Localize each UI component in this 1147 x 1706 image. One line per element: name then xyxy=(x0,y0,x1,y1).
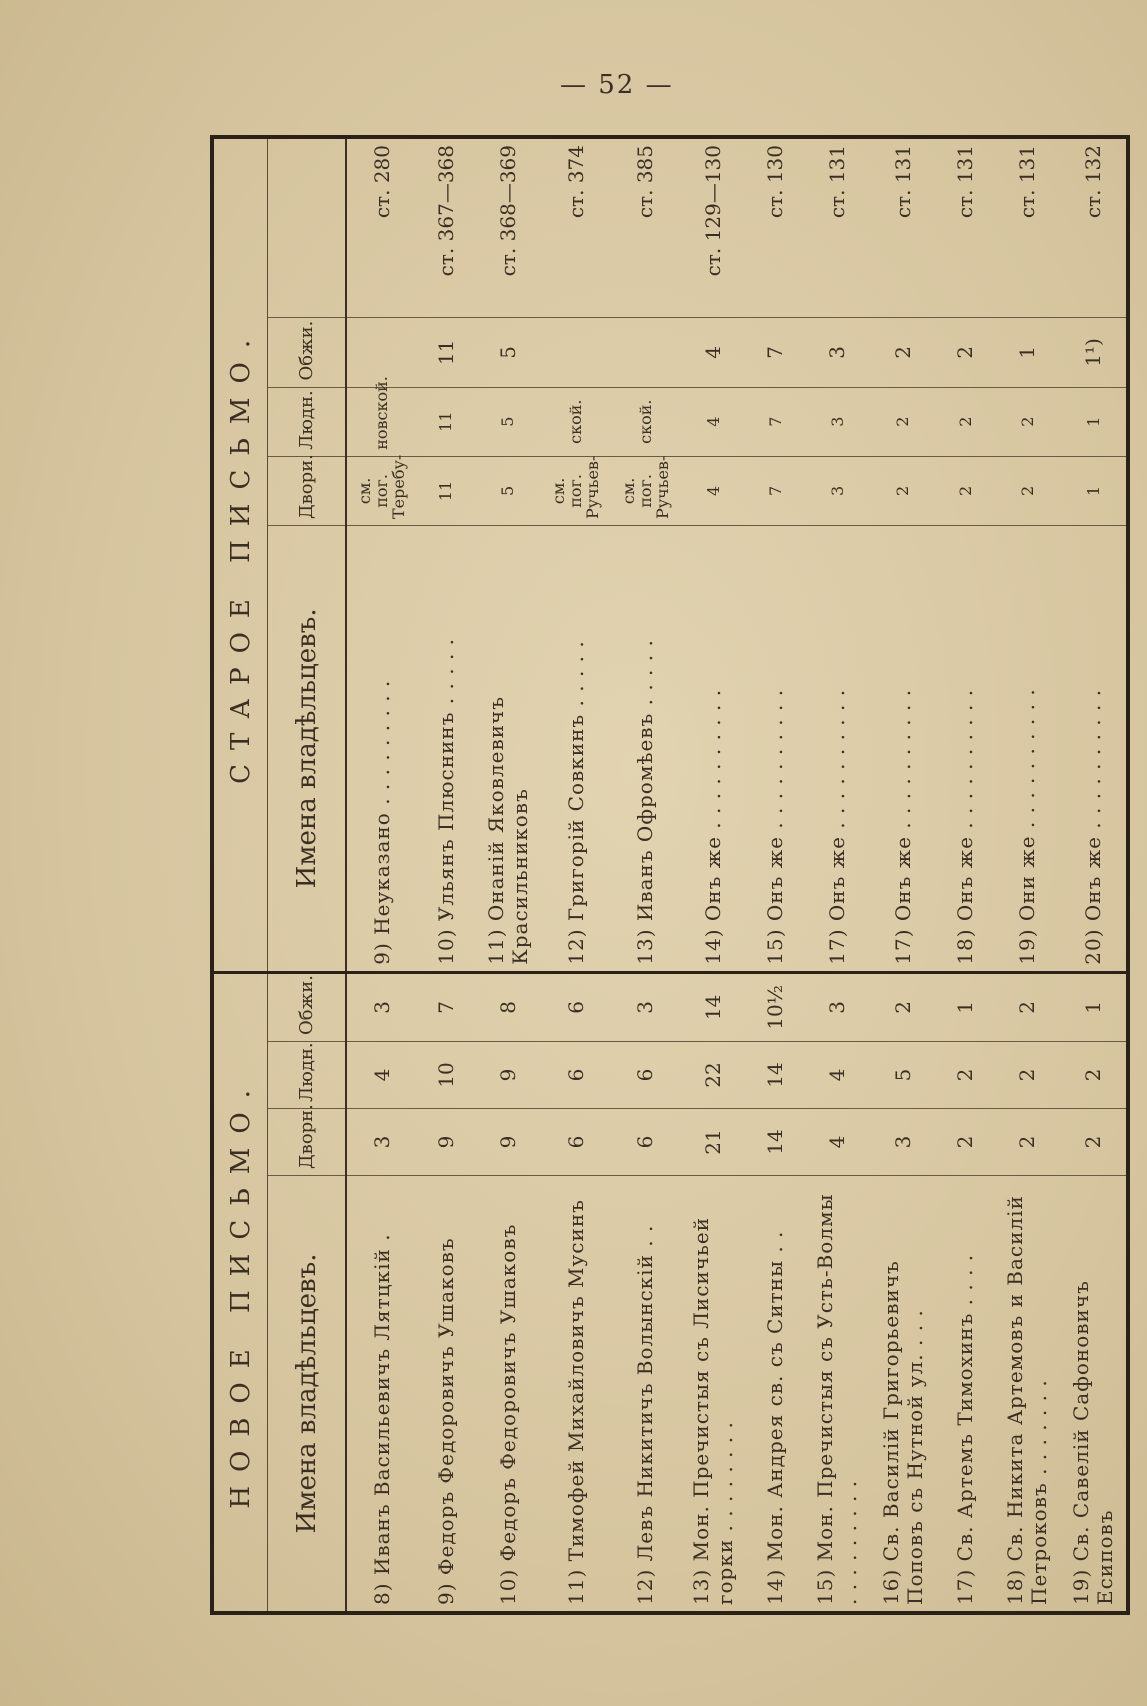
old-obzh-cell: 1¹) xyxy=(1060,318,1126,387)
new-obzh-cell: 8 xyxy=(475,972,541,1041)
old-dvor-cell: 11 xyxy=(417,456,475,525)
new-lyud-cell: 6 xyxy=(541,1041,611,1108)
old-lyud-cell: ской. xyxy=(541,387,611,456)
new-lyud-cell: 5 xyxy=(870,1041,936,1108)
new-lyud-cell: 22 xyxy=(680,1041,746,1108)
ref-cell: ст. 374 xyxy=(541,139,611,318)
old-dvor-cell: 2 xyxy=(994,456,1060,525)
new-dvor-cell: 4 xyxy=(804,1108,870,1175)
old-obzh-cell xyxy=(610,318,680,387)
table-body xyxy=(346,139,1126,1611)
table-row xyxy=(680,139,746,1611)
ref-cell: ст. 131 xyxy=(804,139,870,318)
ref-cell: ст. 385 xyxy=(610,139,680,318)
old-lyud-cell: 2 xyxy=(994,387,1060,456)
old-obzh-cell: 2 xyxy=(870,318,936,387)
old-obzh-cell: 7 xyxy=(746,318,804,387)
old-lyud-header: Людн. xyxy=(268,387,346,456)
new-name-cell: 12) Левъ Никитичъ Волынскій . . xyxy=(633,1224,658,1605)
old-dvor-cell: 1 xyxy=(1060,456,1126,525)
old-obzh-cell: 3 xyxy=(804,318,870,387)
ref-cell: ст. 132 xyxy=(1060,139,1126,318)
new-name-cell: 8) Иванъ Васильевичъ Лятцкій . xyxy=(369,1233,394,1605)
ref-cell: ст. 367—368 xyxy=(417,139,475,318)
old-dvor-cell: 7 xyxy=(746,456,804,525)
new-name-cell: 14) Мон. Андрея св. съ Ситны . . xyxy=(763,1230,788,1605)
new-obzh-cell: 2 xyxy=(870,972,936,1041)
new-name-cell: 17) Св. Артемъ Тимохинъ . . . . xyxy=(953,1253,978,1605)
column-header-row xyxy=(268,139,346,1611)
old-lyud-cell: 2 xyxy=(870,387,936,456)
table-row xyxy=(610,139,680,1611)
new-obzh-cell: 1 xyxy=(936,972,994,1041)
old-lyud-cell: 4 xyxy=(680,387,746,456)
old-lyud-cell: новской. xyxy=(346,387,417,456)
new-dvor-cell: 9 xyxy=(417,1108,475,1175)
old-name-cell: 19) Они же . . . . . . . . . . xyxy=(994,526,1060,973)
new-names-header: Имена владѣльцевъ. xyxy=(268,1175,346,1611)
new-name-cell: 11) Тимофей Михайловичъ Мусинъ xyxy=(563,1199,588,1605)
new-lyud-cell: 4 xyxy=(804,1041,870,1108)
new-lyud-cell: 2 xyxy=(936,1041,994,1108)
new-obzh-cell: 10½ xyxy=(746,972,804,1041)
new-section-title: НОВОЕ ПИСЬМО. xyxy=(214,972,268,1611)
new-lyud-cell: 14 xyxy=(746,1041,804,1108)
new-lyud-header: Людн. xyxy=(268,1041,346,1108)
new-obzh-cell: 6 xyxy=(541,972,611,1041)
new-name-cell: 18) Св. Никита Артемовъ и Василій Петроковъ . . . . . . . xyxy=(1003,1195,1052,1605)
ref-cell: ст. 280 xyxy=(346,139,417,318)
new-dvor-cell: 6 xyxy=(541,1108,611,1175)
new-dvor-cell: 6 xyxy=(610,1108,680,1175)
old-obzh-cell: 1 xyxy=(994,318,1060,387)
table-row xyxy=(541,139,611,1611)
table-row xyxy=(1060,139,1126,1611)
old-name-cell: 9) Неуказано . . . . . . . . . xyxy=(346,526,417,973)
old-obzh-cell xyxy=(541,318,611,387)
rotated-table-frame xyxy=(210,135,1130,1615)
new-obzh-cell: 14 xyxy=(680,972,746,1041)
new-name-cell: 15) Мон. Пречистыя съ Усть-Волмы . . . . . . . . . xyxy=(813,1193,862,1605)
table-row xyxy=(804,139,870,1611)
new-obzh-cell: 3 xyxy=(610,972,680,1041)
table-row xyxy=(994,139,1060,1611)
old-name-cell: 17) Онъ же . . . . . . . . . . xyxy=(870,526,936,973)
ref-cell: ст. 368—369 xyxy=(475,139,541,318)
new-obzh-cell: 7 xyxy=(417,972,475,1041)
new-obzh-cell: 3 xyxy=(346,972,417,1041)
old-lyud-cell: 2 xyxy=(936,387,994,456)
old-lyud-cell: 1 xyxy=(1060,387,1126,456)
new-lyud-cell: 2 xyxy=(1060,1041,1126,1108)
old-obzh-cell: 11 xyxy=(417,318,475,387)
new-obzh-cell: 3 xyxy=(804,972,870,1041)
section-header-row xyxy=(214,139,268,1611)
new-obzh-header: Обжи. xyxy=(268,972,346,1041)
table-row xyxy=(936,139,994,1611)
old-names-header: Имена владѣльцевъ. xyxy=(268,526,346,973)
old-dvor-cell: 5 xyxy=(475,456,541,525)
new-name-cell: 19) Св. Савелій Сафоновичъ Есиповъ xyxy=(1069,1280,1118,1605)
new-name-cell: 13) Мон. Пречистыя съ Лисичьей горки . . . . . . . . xyxy=(689,1216,737,1605)
old-dvor-cell: 2 xyxy=(870,456,936,525)
old-name-cell: 12) Григорій Совкинъ . . . . . xyxy=(541,526,611,973)
new-dvor-header: Дворн. xyxy=(268,1108,346,1175)
new-dvor-cell: 14 xyxy=(746,1108,804,1175)
new-lyud-cell: 2 xyxy=(994,1041,1060,1108)
new-dvor-cell: 9 xyxy=(475,1108,541,1175)
page-number: — 52 — xyxy=(560,70,674,100)
old-lyud-cell: ской. xyxy=(610,387,680,456)
new-lyud-cell: 4 xyxy=(346,1041,417,1108)
old-obzh-cell: 4 xyxy=(680,318,746,387)
old-name-cell: 10) Ульянъ Плюснинъ . . . . . xyxy=(417,526,475,973)
old-section-title: СТАРОЕ ПИСЬМО. xyxy=(214,139,268,972)
new-name-cell: 16) Св. Василій Григорьевичъ Поповъ съ Нутной ул. . . . xyxy=(878,1260,927,1605)
old-obzh-cell: 2 xyxy=(936,318,994,387)
ref-cell: ст. 129—130 xyxy=(680,139,746,318)
new-lyud-cell: 9 xyxy=(475,1041,541,1108)
new-obzh-cell: 1 xyxy=(1060,972,1126,1041)
old-obzh-header: Обжи. xyxy=(268,318,346,387)
old-lyud-cell: 3 xyxy=(804,387,870,456)
old-dvor-cell: 2 xyxy=(936,456,994,525)
ref-cell: ст. 131 xyxy=(936,139,994,318)
ref-cell: ст. 130 xyxy=(746,139,804,318)
register-table xyxy=(214,139,1126,1611)
old-lyud-cell: 7 xyxy=(746,387,804,456)
old-name-cell: 18) Онъ же . . . . . . . . . . xyxy=(936,526,994,973)
table-row xyxy=(746,139,804,1611)
old-dvor-cell: 4 xyxy=(680,456,746,525)
old-name-cell: 17) Онъ же . . . . . . . . . . xyxy=(804,526,870,973)
old-dvor-cell: 3 xyxy=(804,456,870,525)
table-row xyxy=(870,139,936,1611)
table-row xyxy=(346,139,417,1611)
old-name-cell: 15) Онъ же . . . . . . . . . . xyxy=(746,526,804,973)
ref-cell: ст. 131 xyxy=(994,139,1060,318)
old-name-cell: 14) Онъ же . . . . . . . . . . xyxy=(680,526,746,973)
new-name-cell: 10) Федоръ Федоровичъ Ушаковъ xyxy=(495,1223,520,1605)
old-name-cell: 20) Онъ же . . . . . . . . . . xyxy=(1060,526,1126,973)
new-name-cell: 9) Федоръ Федоровичъ Ушаковъ xyxy=(433,1237,458,1605)
old-name-cell: 13) Иванъ Офромѣевъ . . . . . xyxy=(610,526,680,973)
table-row xyxy=(417,139,475,1611)
new-dvor-cell: 3 xyxy=(346,1108,417,1175)
new-dvor-cell: 2 xyxy=(936,1108,994,1175)
new-dvor-cell: 2 xyxy=(994,1108,1060,1175)
new-lyud-cell: 10 xyxy=(417,1041,475,1108)
old-lyud-cell: 5 xyxy=(475,387,541,456)
ref-cell: ст. 131 xyxy=(870,139,936,318)
new-dvor-cell: 2 xyxy=(1060,1108,1126,1175)
old-lyud-cell: 11 xyxy=(417,387,475,456)
old-dvor-cell: см. пог. Теребу- xyxy=(346,456,417,525)
new-dvor-cell: 3 xyxy=(870,1108,936,1175)
ref-header xyxy=(268,139,346,318)
old-dvor-cell: см. пог. Ручьев- xyxy=(610,456,680,525)
new-lyud-cell: 6 xyxy=(610,1041,680,1108)
table-row xyxy=(475,139,541,1611)
old-dvor-header: Двори. xyxy=(268,456,346,525)
old-obzh-cell: 5 xyxy=(475,318,541,387)
new-dvor-cell: 21 xyxy=(680,1108,746,1175)
old-name-cell: 11) Онаній Яковлевичъ Красильниковъ xyxy=(475,526,541,973)
new-obzh-cell: 2 xyxy=(994,972,1060,1041)
old-dvor-cell: см. пог. Ручьев- xyxy=(541,456,611,525)
